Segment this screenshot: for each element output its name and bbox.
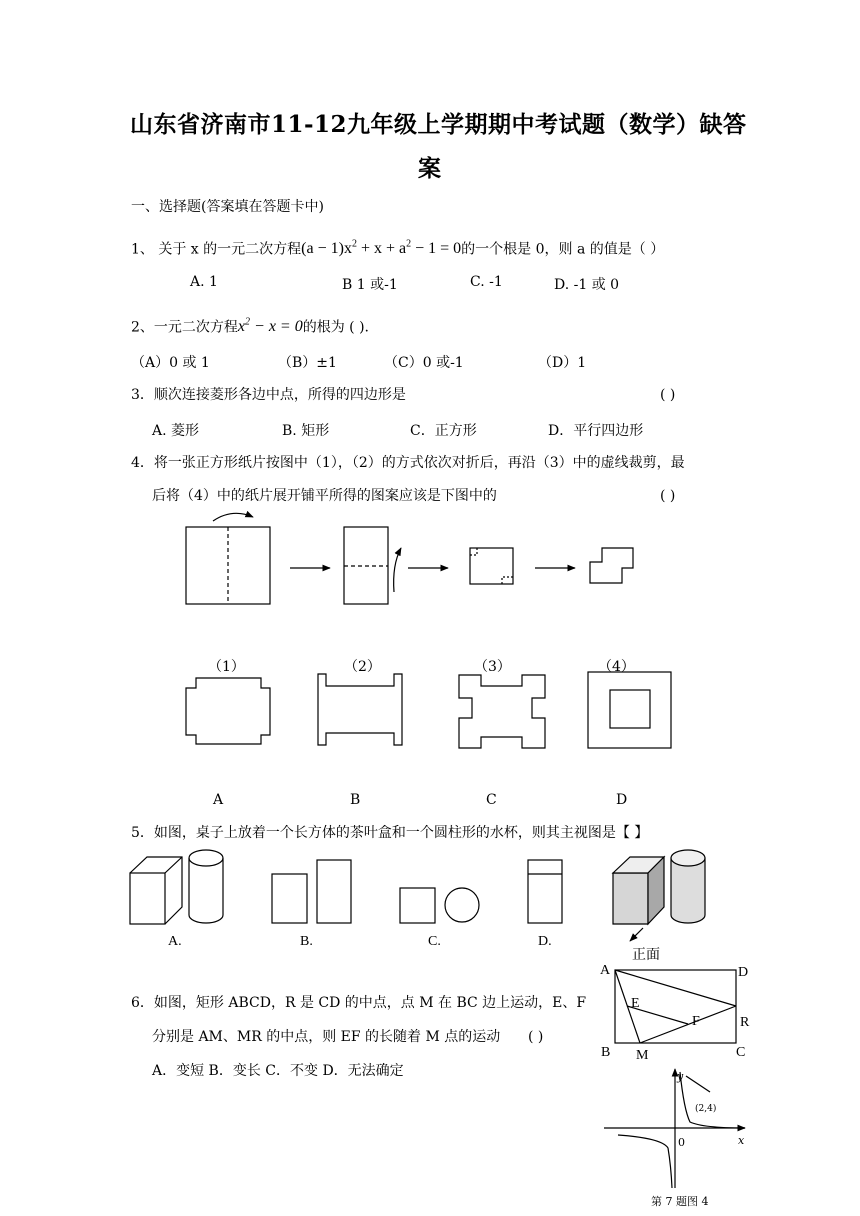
- point-c-label: C: [736, 1045, 746, 1060]
- q5-cylinder-figure: [189, 850, 223, 923]
- q3-option-a: A. 菱形: [152, 423, 200, 439]
- q2-option-d: （D）1: [538, 355, 587, 371]
- q5-option-c: C.: [428, 934, 441, 949]
- q2-suffix: 的根为 ( ).: [302, 319, 370, 336]
- q4-step-label-2: （2）: [344, 659, 381, 675]
- q1-eq-part-a: (a − 1)x: [301, 240, 352, 258]
- q5-option-c-view: [528, 860, 562, 923]
- q4-step-label-1: （1）: [208, 659, 245, 675]
- graph-7-figure: [604, 1069, 745, 1188]
- fold-step-4-figure: [590, 548, 633, 583]
- q1-option-d: D. -1 或 0: [554, 277, 620, 293]
- answer-a-shape: [186, 678, 270, 744]
- point-r-label: R: [740, 1015, 750, 1030]
- q1-option-a: A. 1: [190, 274, 218, 290]
- question-4-line2: 后将（4）中的纸片展开铺平所得的图案应该是下图中的: [152, 488, 497, 504]
- q5-box-figure: [130, 857, 182, 924]
- section-heading: 一、选择题(答案填在答题卡中): [131, 199, 324, 215]
- q1-suffix: 的一个根是 0，则 a 的值是（ ）: [461, 241, 665, 258]
- point-f-label: F: [692, 1014, 700, 1029]
- q4-answer-label-a: A: [213, 792, 224, 808]
- q6-answer-paren: ( ): [528, 1029, 544, 1045]
- point-a-label: A: [600, 963, 611, 978]
- q5-reference-figure: [613, 850, 705, 924]
- q2-option-a: （A）0 或 1: [131, 355, 210, 371]
- q2-equation: $x^2 - x = 0$: [237, 317, 303, 336]
- q6-rectangle-figure: [615, 970, 736, 1043]
- q4-answer-label-d: D: [616, 792, 628, 808]
- q3-answer-paren: ( ): [660, 387, 676, 403]
- graph-origin-label: 0: [678, 1136, 685, 1149]
- question-5: 5．如图，桌子上放着一个长方体的茶叶盒和一个圆柱形的水杯，则其主视图是【 】: [131, 825, 649, 841]
- q5-option-a-view: [272, 860, 351, 923]
- q2-eq-part-a: x: [237, 318, 246, 336]
- q2-prefix: 2、一元二次方程: [131, 319, 238, 336]
- q2-eq-part-b: − x = 0: [250, 318, 303, 336]
- graph-point-label: (2,4): [695, 1104, 717, 1114]
- q1-option-b: B 1 或-1: [342, 277, 398, 293]
- point-b-label: B: [601, 1045, 611, 1060]
- q1-option-c: C. -1: [470, 274, 503, 290]
- question-6-line1: 6．如图，矩形 ABCD，R 是 CD 的中点，点 M 在 BC 边上运动，E、F: [131, 995, 587, 1011]
- point-d-label: D: [738, 965, 749, 980]
- q2-option-c: （C）0 或-1: [384, 355, 464, 371]
- answer-d-shape: [588, 672, 671, 748]
- point-m-label: M: [636, 1048, 649, 1063]
- q5-option-a: A.: [168, 934, 182, 949]
- q4-answer-label-b: B: [350, 792, 361, 808]
- q4-step-label-4: （4）: [598, 659, 635, 675]
- q3-option-d: D．平行四边形: [548, 423, 644, 439]
- q5-front-label: 正面: [632, 947, 660, 963]
- q1-equation: $(a - 1)x^2 + x + a^2 - 1 = 0$: [301, 239, 462, 258]
- graph-x-label: x: [738, 1134, 745, 1147]
- page-title-continued: 案: [418, 155, 442, 182]
- front-arrow: [630, 928, 643, 941]
- graph-caption: 第 7 题图 4: [651, 1195, 709, 1208]
- q4-step-label-3: （3）: [474, 659, 511, 675]
- q4-answer-label-c: C: [486, 792, 497, 808]
- q3-option-c: C．正方形: [410, 423, 477, 439]
- answer-c-shape: [459, 675, 545, 748]
- q1-eq-part-c: − 1 = 0: [411, 240, 462, 258]
- page-title: 山东省济南市11-12九年级上学期期中考试题（数学）缺答: [130, 111, 747, 138]
- fold-step-2-figure: [344, 527, 401, 604]
- answer-b-shape: [318, 674, 402, 745]
- q1-eq-part-b: + x + a: [356, 240, 407, 258]
- q4-answer-paren: ( ): [660, 488, 676, 504]
- question-6-line2: 分别是 AM、MR 的中点，则 EF 的长随着 M 点的运动: [152, 1029, 501, 1045]
- q6-options: A．变短 B．变长 C．不变 D．无法确定: [152, 1063, 404, 1079]
- q3-option-b: B. 矩形: [282, 423, 330, 439]
- fold-step-3-figure: [470, 548, 513, 584]
- fold-step-1-figure: [186, 513, 270, 604]
- q5-option-b-view: [400, 888, 479, 923]
- q2-option-b: （B）±1: [278, 355, 337, 371]
- q1-prefix: 1、 关于 x 的一元二次方程: [131, 241, 302, 258]
- point-e-label: E: [631, 996, 640, 1011]
- graph-y-label: y: [677, 1070, 684, 1083]
- q5-option-d: D.: [538, 934, 552, 949]
- question-4-line1: 4．将一张正方形纸片按图中（1），（2）的方式依次对折后，再沿（3）中的虚线裁剪，最: [131, 455, 685, 471]
- q5-option-b: B.: [300, 934, 313, 949]
- question-3: 3．顺次连接菱形各边中点，所得的四边形是: [131, 387, 406, 403]
